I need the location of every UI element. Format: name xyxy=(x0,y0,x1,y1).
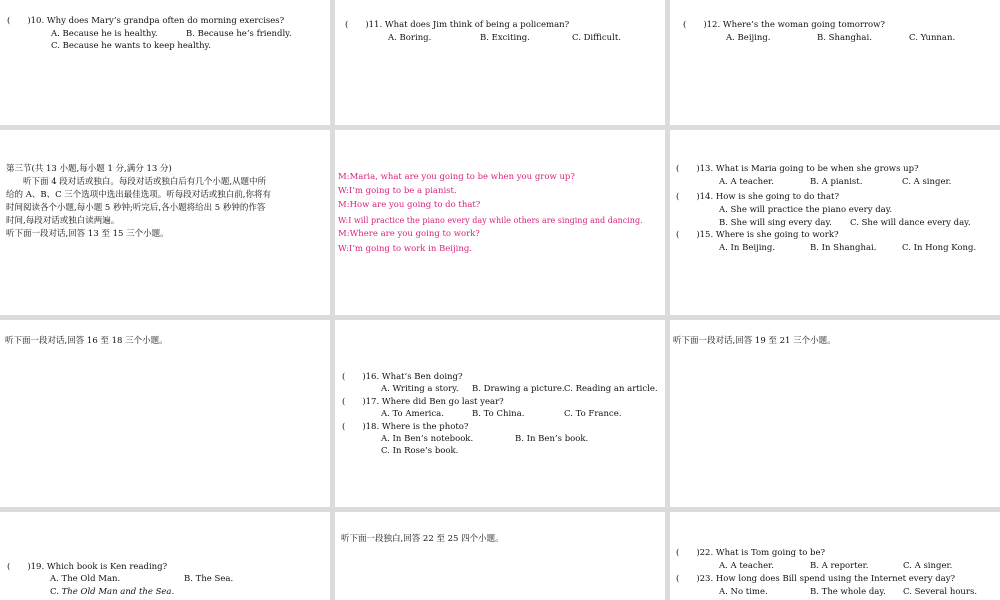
instruction-line-5: 听下面一段对话,回答 13 至 15 三个小题。 xyxy=(6,229,169,239)
q14-option-c: C. She will dance every day. xyxy=(850,218,971,228)
slide-r3c2 xyxy=(335,320,665,507)
q19-option-c-suffix: . xyxy=(171,587,175,597)
dialogue-line-3: M:How are you going to do that? xyxy=(338,200,481,210)
q10-option-a: A. Because he is healthy. xyxy=(51,29,158,39)
q22-option-b: B. A reporter. xyxy=(810,561,869,571)
q13-option-b: B. A pianist. xyxy=(810,177,863,187)
dialogue-line-2: W:I’m going to be a pianist. xyxy=(338,186,457,196)
question-15: ( )15. Where is she going to work? xyxy=(676,230,839,240)
q10-option-b: B. Because he’s friendly. xyxy=(186,29,292,39)
dialogue-line-6: W:I’m going to work in Beijing. xyxy=(338,244,472,254)
q23-option-a: A. No time. xyxy=(719,587,768,597)
q12-option-b: B. Shanghai. xyxy=(817,33,872,43)
instruction-19-21: 听下面一段对话,回答 19 至 21 三个小题。 xyxy=(673,336,836,346)
q13-option-c: C. A singer. xyxy=(902,177,952,187)
question-22: ( )22. What is Tom going to be? xyxy=(676,548,826,558)
question-18: ( )18. Where is the photo? xyxy=(342,422,469,432)
q23-option-c: C. Several hours. xyxy=(903,587,978,597)
q15-option-c: C. In Hong Kong. xyxy=(902,243,977,253)
slide-r4c2 xyxy=(335,512,665,600)
q11-option-a: A. Boring. xyxy=(388,33,432,43)
instruction-line-1: 听下面 4 段对话或独白。每段对话或独白后有几个小题,从题中所 xyxy=(6,177,267,187)
dialogue-line-1: M:Maria, what are you going to be when you grow up? xyxy=(338,172,575,182)
q12-option-c: C. Yunnan. xyxy=(909,33,956,43)
q17-option-b: B. To China. xyxy=(472,409,525,419)
slide-r1c1 xyxy=(0,0,330,125)
instruction-line-4: 时间,每段对话或独白读两遍。 xyxy=(6,216,120,226)
q11-option-c: C. Difficult. xyxy=(572,33,621,43)
slide-r3c1 xyxy=(0,320,330,507)
question-11: ( )11. What does Jim think of being a policeman? xyxy=(345,20,570,30)
question-23: ( )23. How long does Bill spend using the Internet every day? xyxy=(676,574,956,584)
slide-r1c3 xyxy=(670,0,1000,125)
instruction-22-25: 听下面一段独白,回答 22 至 25 四个小题。 xyxy=(341,534,504,544)
question-17: ( )17. Where did Ben go last year? xyxy=(342,397,504,407)
slide-r4c1 xyxy=(0,512,330,600)
slide-r4c3 xyxy=(670,512,1000,600)
q17-option-c: C. To France. xyxy=(564,409,622,419)
slide-r2c2 xyxy=(335,130,665,315)
instruction-16-18: 听下面一段对话,回答 16 至 18 三个小题。 xyxy=(5,336,168,346)
q19-option-c-prefix: C. xyxy=(50,587,62,597)
q15-option-a: A. In Beijing. xyxy=(719,243,776,253)
q11-option-b: B. Exciting. xyxy=(480,33,530,43)
q18-option-c: C. In Rose’s book. xyxy=(381,446,459,456)
question-16: ( )16. What’s Ben doing? xyxy=(342,372,463,382)
q13-option-a: A. A teacher. xyxy=(719,177,774,187)
q16-option-c: C. Reading an article. xyxy=(564,384,658,394)
slide-r1c2 xyxy=(335,0,665,125)
question-13: ( )13. What is Maria going to be when she grows up? xyxy=(676,164,919,174)
q19-option-c xyxy=(50,587,174,598)
instruction-line-2: 给的 A、B、C 三个选项中选出最佳选项。听每段对话或独白前,你将有 xyxy=(6,190,271,200)
q12-option-a: A. Beijing. xyxy=(726,33,771,43)
slide-r3c3 xyxy=(670,320,1000,507)
question-10: ( )10. Why does Mary’s grandpa often do morning exercises? xyxy=(7,16,285,26)
slide-r2c1 xyxy=(0,130,330,315)
q16-option-b: B. Drawing a picture. xyxy=(472,384,565,394)
q15-option-b: B. In Shanghai. xyxy=(810,243,877,253)
dialogue-line-5: M:Where are you going to work? xyxy=(338,229,480,239)
q18-option-b: B. In Ben’s book. xyxy=(515,434,589,444)
q23-option-b: B. The whole day. xyxy=(810,587,886,597)
slide-r2c3 xyxy=(670,130,1000,315)
q17-option-a: A. To America. xyxy=(381,409,444,419)
instruction-line-3: 时间阅读各个小题,每小题 5 秒钟;听完后,各小题将给出 5 秒钟的作答 xyxy=(6,203,266,213)
q22-option-c: C. A singer. xyxy=(903,561,953,571)
q10-option-c: C. Because he wants to keep healthy. xyxy=(51,41,211,51)
section-heading: 第三节(共 13 小题,每小题 1 分,满分 13 分) xyxy=(6,164,172,174)
question-12: ( )12. Where’s the woman going tomorrow? xyxy=(683,20,885,30)
question-19: ( )19. Which book is Ken reading? xyxy=(7,562,168,572)
q19-option-b: B. The Sea. xyxy=(184,574,234,584)
q22-option-a: A. A teacher. xyxy=(719,561,774,571)
question-14: ( )14. How is she going to do that? xyxy=(676,192,840,202)
q18-option-a: A. In Ben’s notebook. xyxy=(381,434,474,444)
q14-option-b: B. She will sing every day. xyxy=(719,218,832,228)
q19-option-a: A. The Old Man. xyxy=(50,574,121,584)
q19-option-c-title: The Old Man and the Sea xyxy=(61,587,172,597)
dialogue-line-4: W:I will practice the piano every day while others are singing and dancing. xyxy=(338,216,643,225)
q14-option-a: A. She will practice the piano every day. xyxy=(719,205,893,215)
q16-option-a: A. Writing a story. xyxy=(381,384,459,394)
